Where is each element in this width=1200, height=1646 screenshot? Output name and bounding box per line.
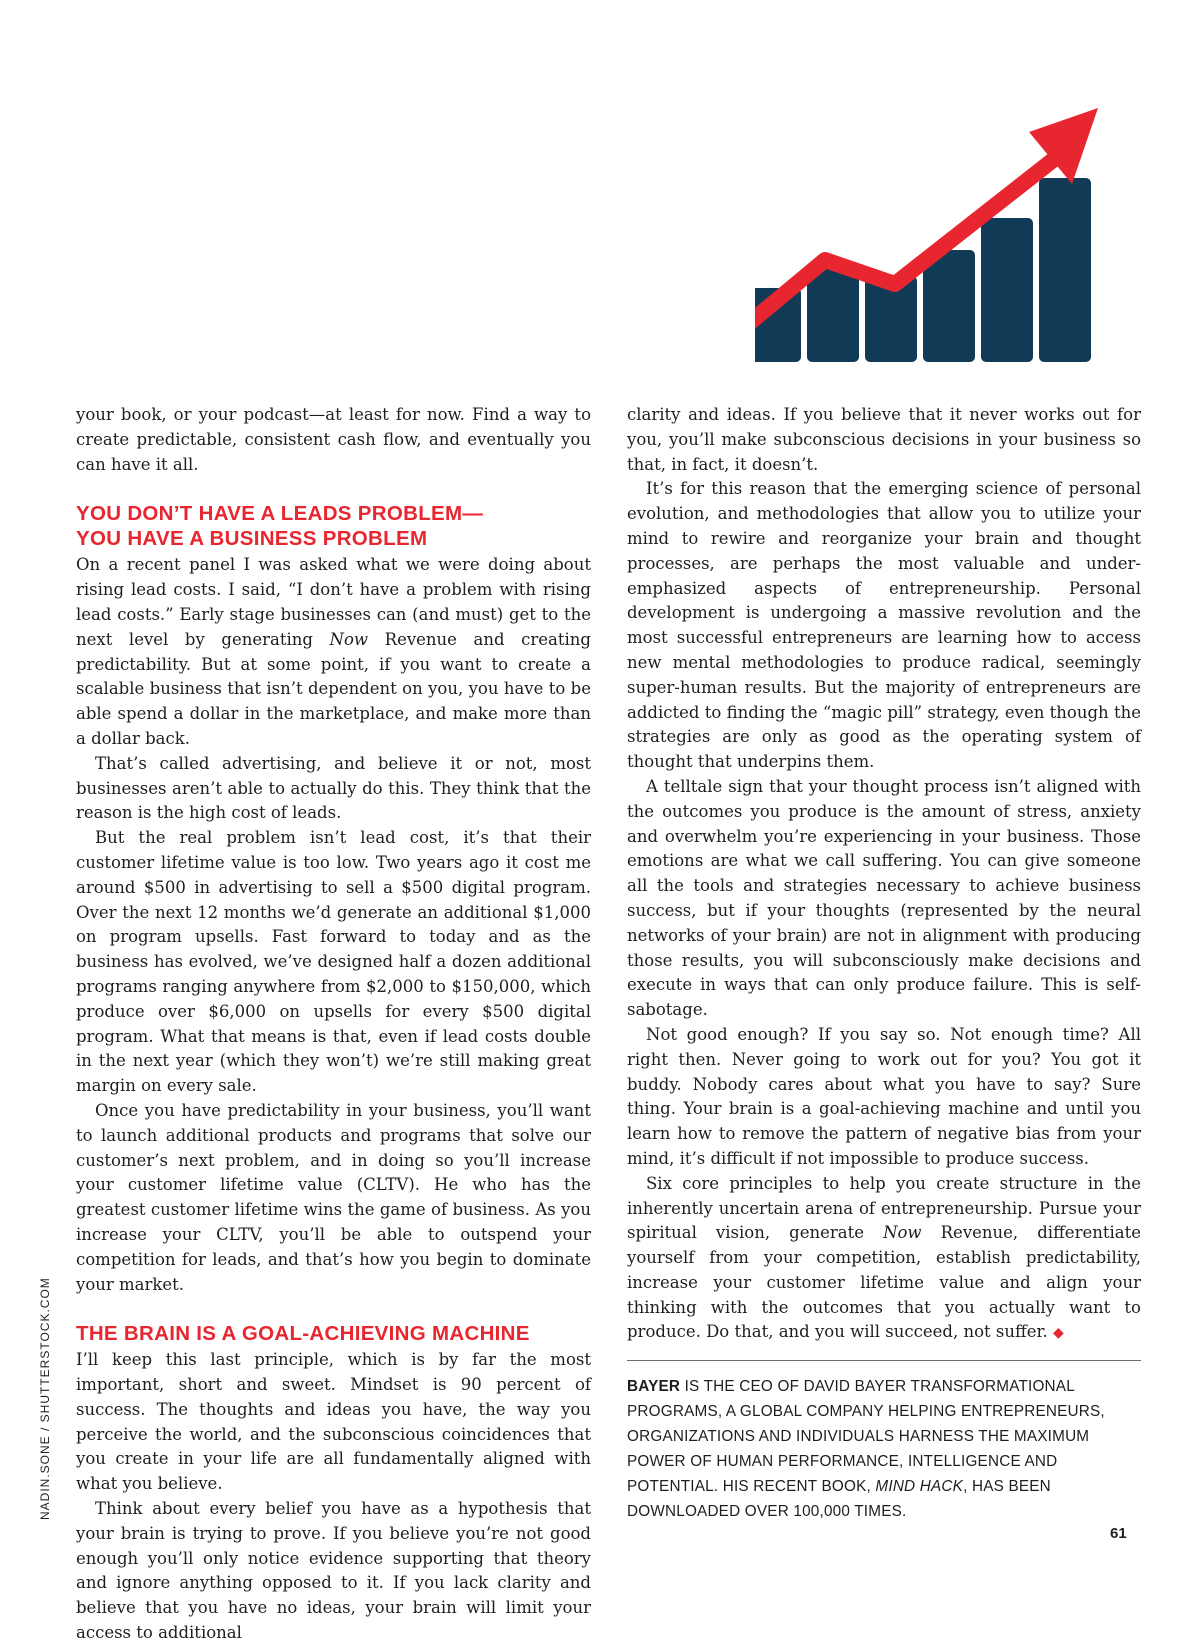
section-heading-brain: THE BRAIN IS A GOAL-ACHIEVING MACHINE [76, 1322, 530, 1346]
author-name: BAYER [627, 1378, 681, 1396]
body-paragraph: Once you have predictability in your business, you’ll want to launch additional products and programs that solve our customer’s next problem, and in doing so you’ll increase your customer lifetime value (CLTV). He who has the greatest customer lifetime wins the game of business. As you increase your CLTV, you’ll be able to outspend your competition for leads, and that’s how you begin to dominate your market. [76, 1100, 591, 1294]
section-heading-leads [76, 501, 591, 551]
left-column [76, 403, 591, 1646]
page-number: 61 [1110, 1525, 1127, 1542]
intro-paragraph: your book, or your podcast—at least for now. Find a way to create predictable, consistent cash flow, and eventually you can have it all. [76, 405, 591, 474]
heading-line: YOU HAVE A BUSINESS PROBLEM [76, 527, 428, 551]
author-bio: BAYER IS THE CEO OF DAVID BAYER TRANSFORMATIONAL PROGRAMS, A GLOBAL COMPANY HELPING ENTREPRENEURS, ORGANIZATIONS AND INDIVIDUALS HARNESS THE MAXIMUM POWER OF HUMAN PERFORMANCE, INTELLIGENCE AND POTENTIAL. HIS RECENT BOOK, MIND HACK, HAS BEEN DOWNLOADED OVER 100,000 TIMES. [627, 1378, 1105, 1521]
heading-line: YOU DON’T HAVE A LEADS PROBLEM— [76, 502, 484, 526]
illustration-bar [923, 250, 975, 362]
body-paragraph: Six core principles to help you create structure in the inherently uncertain arena of entrepreneurship. Pursue your spiritual vision, generate Now Revenue, differentiate yourself from your competition, establish predictability, increase your customer lifetime value and align your thinking with the outcomes that you actually want to produce. Do that, and you will succeed, not suffer. ◆ [627, 1173, 1141, 1342]
body-paragraph: It’s for this reason that the emerging science of personal evolution, and methodologies that allow you to utilize your mind to rewire and reorganize your brain and thought processes, are perhaps the most valuable and under-emphasized aspects of entrepreneurship. Personal development is undergoing a massive revolution and the most successful entrepreneurs are learning how to access new mental methodologies to produce radical, seemingly super-human results. But the majority of entrepreneurs are addicted to finding the “magic pill” strategy, even though the strategies are only as good as the operating system of thought that underpins them. [627, 479, 1141, 772]
body-paragraph: On a recent panel I was asked what we were doing about rising lead costs. I said, “I don’t have a problem with rising lead costs.” Early stage businesses can (and must) get to the next level by generating Now Revenue and creating predictability. But at some point, if you want to create a scalable business that isn’t dependent on you, you have to be able spend a dollar in the marketplace, and make more than a dollar back. [76, 555, 591, 748]
illustration-bar [1039, 178, 1091, 362]
end-mark-icon: ◆ [1053, 1325, 1064, 1342]
right-column [627, 403, 1141, 1524]
body-paragraph: A telltale sign that your thought process isn’t aligned with the outcomes you produce is the amount of stress, anxiety and overwhelm you’re experiencing in your business. Those emotions are what we call suffering. You can give someone all the tools and strategies necessary to achieve business success, but if your thoughts (represented by the neural networks of your brain) are not in alignment with producing those results, you will subconsciously make decisions and execute in ways that can only produce failure. This is self-sabotage. [627, 776, 1141, 1020]
growth-chart-illustration [755, 108, 1140, 370]
book-title: MIND HACK [875, 1478, 964, 1496]
body-paragraph: That’s called advertising, and believe it or not, most businesses aren’t able to actually do this. They think that the reason is the high cost of leads. [76, 753, 591, 823]
illustration-bar [981, 218, 1033, 362]
body-paragraph: I’ll keep this last principle, which is by far the most important, short and sweet. Mindset is 90 percent of success. The thoughts and ideas you have, the way you perceive the world, and the subconscious coincidences that you create in your life are all fundamentally aligned with what you believe. [76, 1350, 591, 1494]
bio-divider [627, 1360, 1141, 1361]
body-paragraph: Think about every belief you have as a hypothesis that your brain is trying to prove. If you believe you’re not good enough you’ll only notice evidence supporting that theory and ignore anything opposed to it. If you lack clarity and believe that you have no ideas, your brain will limit your access to additional [76, 1499, 591, 1643]
body-paragraph: clarity and ideas. If you believe that it never works out for you, you’ll make subconscious decisions in your business so that, in fact, it doesn’t. [627, 405, 1141, 474]
body-paragraph: Not good enough? If you say so. Not enough time? All right then. Never going to work out for you? You got it buddy. Nobody cares about what you have to say? Sure thing. Your brain is a goal-achieving machine and until you learn how to remove the pattern of negative bias from your mind, it’s difficult if not impossible to produce success. [627, 1024, 1141, 1168]
body-paragraph: But the real problem isn’t lead cost, it’s that their customer lifetime value is too low. Two years ago it cost me around $500 in advertising to sell a $500 digital program. Over the next 12 months we’d generate an additional $1,000 on program upsells. Fast forward to today and as the business has evolved, we’ve designed half a dozen additional programs ranging anywhere from $2,000 to $150,000, which produce over $6,000 on upsells for every $500 digital program. What that means is that, even if lead costs double in the next year (which they won’t) we’re still making great margin on every sale. [76, 828, 591, 1096]
photo-credit: NADIN.SONE / SHUTTERSTOCK.COM [38, 1277, 52, 1520]
